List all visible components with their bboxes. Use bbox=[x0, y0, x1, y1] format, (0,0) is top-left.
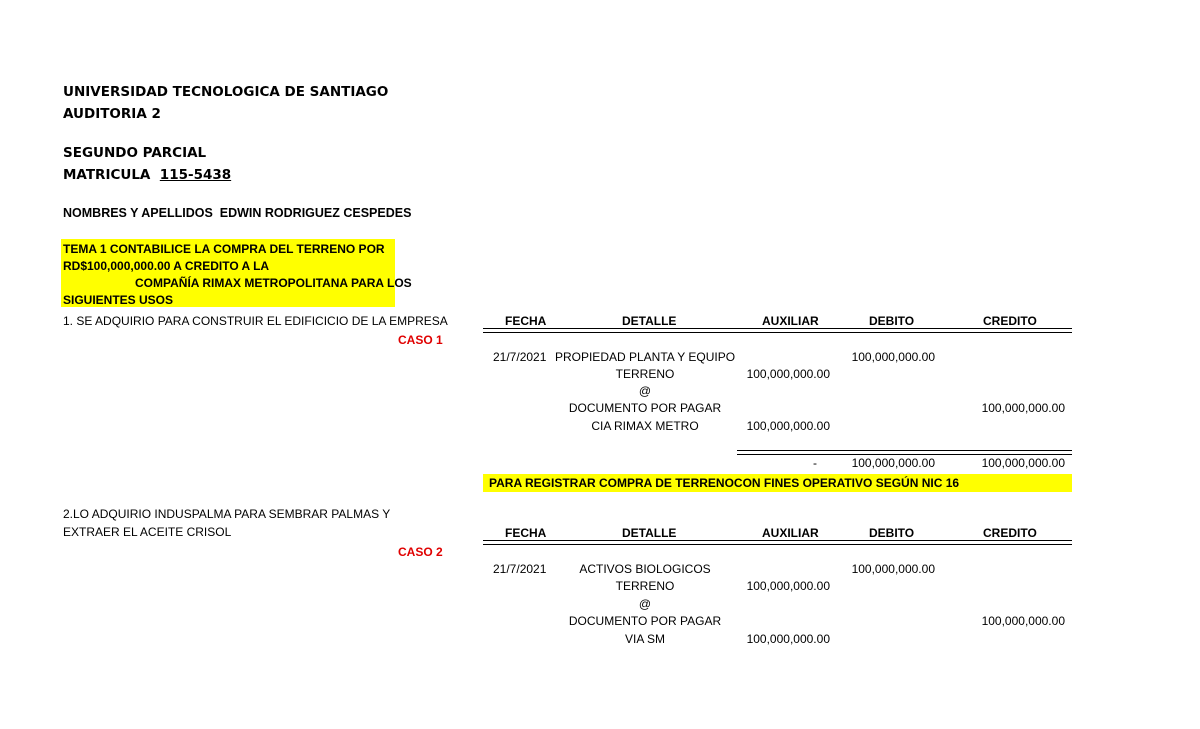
col-header-auxiliar-2: AUXILIAR bbox=[762, 526, 819, 540]
case2-detalle-5: VIA SM bbox=[624, 632, 665, 646]
exam-title: SEGUNDO PARCIAL bbox=[63, 145, 207, 161]
case2-credito-4: 100,000,000.00 bbox=[981, 614, 1065, 628]
matricula-value: 115-5438 bbox=[159, 167, 232, 183]
case1-label: CASO 1 bbox=[398, 333, 443, 347]
case2-detalle-3: @ bbox=[638, 597, 652, 611]
col-header-detalle: DETALLE bbox=[622, 314, 677, 328]
case1-total-auxiliar: - bbox=[813, 456, 817, 470]
case1-note: PARA REGISTRAR COMPRA DE TERRENOCON FINES OPERATIVO SEGÚN NIC 16 bbox=[483, 474, 1072, 492]
case1-detalle-1: PROPIEDAD PLANTA Y EQUIPO bbox=[554, 350, 736, 364]
case2-detalle-4: DOCUMENTO POR PAGAR bbox=[568, 614, 722, 628]
header-double-rule bbox=[483, 328, 1072, 333]
case2-question-line1: 2.LO ADQUIRIO INDUSPALMA PARA SEMBRAR PALMAS Y bbox=[63, 507, 391, 521]
names-label: NOMBRES Y APELLIDOS bbox=[63, 206, 213, 220]
tema-box bbox=[61, 239, 412, 307]
tema-line: COMPAÑÍA RIMAX METROPOLITANA PARA LOS bbox=[135, 276, 412, 290]
tema-line: TEMA 1 CONTABILICE LA COMPRA DEL TERRENO POR bbox=[63, 242, 385, 256]
case1-detalle-3: @ bbox=[638, 384, 652, 398]
col-header-auxiliar: AUXILIAR bbox=[762, 314, 819, 328]
case2-question-line2: EXTRAER EL ACEITE CRISOL bbox=[63, 525, 232, 539]
case2-date: 21/7/2021 bbox=[493, 562, 547, 576]
student-name-row bbox=[63, 206, 411, 220]
matricula-row bbox=[63, 167, 231, 183]
case1-detalle-2: TERRENO bbox=[615, 367, 675, 381]
case1-total-credito: 100,000,000.00 bbox=[981, 456, 1065, 470]
col-header-fecha: FECHA bbox=[505, 314, 547, 328]
case1-detalle-4: DOCUMENTO POR PAGAR bbox=[568, 401, 722, 415]
col-header-debito: DEBITO bbox=[869, 314, 915, 328]
col-header-fecha-2: FECHA bbox=[505, 526, 547, 540]
case1-auxiliar-5: 100,000,000.00 bbox=[746, 419, 830, 433]
case1-question: 1. SE ADQUIRIO PARA CONSTRUIR EL EDIFICICIO DE LA EMPRESA bbox=[63, 314, 448, 328]
matricula-label: MATRICULA bbox=[63, 167, 151, 183]
header-double-rule-2 bbox=[483, 540, 1072, 545]
tema-line: RD$100,000,000.00 A CREDITO A LA bbox=[63, 259, 270, 273]
col-header-detalle-2: DETALLE bbox=[622, 526, 677, 540]
case1-total-debito: 100,000,000.00 bbox=[851, 456, 935, 470]
col-header-debito-2: DEBITO bbox=[869, 526, 915, 540]
case2-auxiliar-5: 100,000,000.00 bbox=[746, 632, 830, 646]
case1-debito-1: 100,000,000.00 bbox=[851, 350, 935, 364]
case2-debito-1: 100,000,000.00 bbox=[851, 562, 935, 576]
case2-detalle-1: ACTIVOS BIOLOGICOS bbox=[579, 562, 711, 576]
course-name: AUDITORIA 2 bbox=[63, 106, 161, 122]
case2-detalle-2: TERRENO bbox=[615, 579, 675, 593]
case1-detalle-5: CIA RIMAX METRO bbox=[591, 419, 699, 433]
case1-date: 21/7/2021 bbox=[493, 350, 547, 364]
case2-auxiliar-2: 100,000,000.00 bbox=[746, 579, 830, 593]
university-name: UNIVERSIDAD TECNOLOGICA DE SANTIAGO bbox=[63, 84, 389, 100]
names-value: EDWIN RODRIGUEZ CESPEDES bbox=[219, 206, 412, 220]
case1-auxiliar-2: 100,000,000.00 bbox=[746, 367, 830, 381]
tema-line: SIGUIENTES USOS bbox=[63, 293, 174, 307]
totals-double-rule bbox=[737, 450, 1072, 455]
case2-label: CASO 2 bbox=[398, 545, 443, 559]
case1-credito-4: 100,000,000.00 bbox=[981, 401, 1065, 415]
col-header-credito: CREDITO bbox=[983, 314, 1037, 328]
col-header-credito-2: CREDITO bbox=[983, 526, 1037, 540]
